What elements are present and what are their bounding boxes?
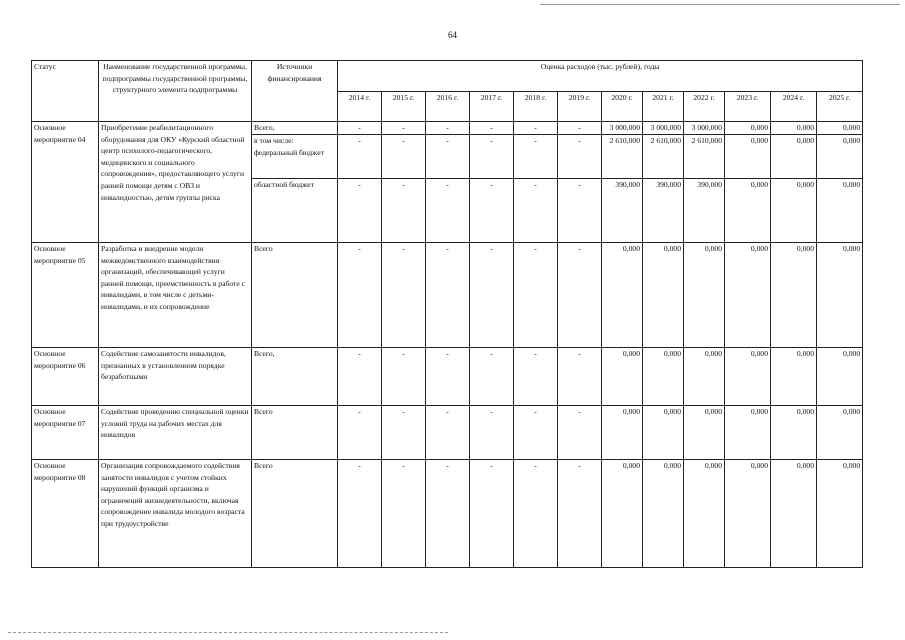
header-year: 2025 г. bbox=[817, 91, 863, 122]
value-cell: - bbox=[470, 135, 514, 179]
status-cell bbox=[32, 406, 99, 460]
table-row bbox=[32, 406, 863, 460]
header-estimate: Оценка расходов (тыс. рублей), годы bbox=[338, 61, 863, 92]
value-cell: - bbox=[558, 348, 602, 406]
value-cell: 0,000 bbox=[817, 243, 863, 348]
budget-table bbox=[31, 60, 863, 568]
table-row bbox=[32, 348, 863, 406]
funding-source-cell: областной бюджет bbox=[252, 179, 338, 243]
value-cell: - bbox=[470, 122, 514, 135]
funding-source-cell: в том числе: федеральный бюджет bbox=[252, 135, 338, 179]
value-cell: 0,000 bbox=[643, 406, 684, 460]
value-cell: - bbox=[558, 460, 602, 568]
value-cell: - bbox=[426, 243, 470, 348]
value-cell: - bbox=[382, 243, 426, 348]
value-cell: 0,000 bbox=[725, 243, 771, 348]
value-cell: - bbox=[338, 179, 382, 243]
value-cell: 0,000 bbox=[602, 348, 643, 406]
value-cell: 0,000 bbox=[817, 460, 863, 568]
status-cell bbox=[32, 122, 99, 243]
value-cell: 0,000 bbox=[771, 406, 817, 460]
value-cell: 0,000 bbox=[771, 348, 817, 406]
table-row bbox=[32, 243, 863, 348]
header-year: 2020 г. bbox=[602, 91, 643, 122]
header-status: Статус bbox=[32, 61, 99, 122]
value-cell: - bbox=[514, 348, 558, 406]
value-cell: - bbox=[514, 135, 558, 179]
value-cell: - bbox=[382, 135, 426, 179]
value-cell: - bbox=[558, 243, 602, 348]
status-cell bbox=[32, 460, 99, 568]
header-year: 2015 г. bbox=[382, 91, 426, 122]
status-text: мероприятие 05 bbox=[34, 255, 86, 265]
value-cell: 0,000 bbox=[725, 406, 771, 460]
value-cell: 0,000 bbox=[602, 406, 643, 460]
funding-source-cell: Всего bbox=[252, 406, 338, 460]
header-year: 2023 г. bbox=[725, 91, 771, 122]
value-cell: - bbox=[514, 243, 558, 348]
measure-name-cell: Приобретение реабилитационного оборудования для ОКУ «Курский областной центр психолого-педагогического, медицинского и социального сопровождения», предоставляющего услуги ранней помощи детям с ОВЗ и инвалидностью, детям группы риска bbox=[99, 122, 252, 243]
measure-name-cell: Содействие самозанятости инвалидов, признанных в установленном порядке безработными bbox=[99, 348, 252, 406]
value-cell: - bbox=[558, 135, 602, 179]
funding-source-cell: Всего bbox=[252, 243, 338, 348]
value-cell: 0,000 bbox=[771, 460, 817, 568]
funding-source-cell: Всего, bbox=[252, 348, 338, 406]
header-year: 2022 г. bbox=[684, 91, 725, 122]
value-cell: - bbox=[426, 135, 470, 179]
value-cell: - bbox=[338, 460, 382, 568]
value-cell: 3 000,000 bbox=[643, 122, 684, 135]
status-cell bbox=[32, 348, 99, 406]
value-cell: 0,000 bbox=[817, 179, 863, 243]
value-cell: - bbox=[470, 179, 514, 243]
value-cell: 3 000,000 bbox=[684, 122, 725, 135]
status-cell bbox=[32, 243, 99, 348]
status-text: мероприятие 06 bbox=[34, 360, 86, 370]
status-text: Основное bbox=[34, 461, 66, 470]
value-cell: 0,000 bbox=[771, 122, 817, 135]
measure-name-cell: Организация сопровождаемого содействия занятости инвалидов с учетом стойких нарушений функций организма и ограничений жизнедеятельности, включая сопровождение инвалида молодого возраста при трудоустройстве bbox=[99, 460, 252, 568]
value-cell: 0,000 bbox=[771, 179, 817, 243]
value-cell: 2 610,000 bbox=[643, 135, 684, 179]
value-cell: 0,000 bbox=[771, 243, 817, 348]
header-source: Источники финансирования bbox=[252, 61, 338, 122]
value-cell: - bbox=[426, 179, 470, 243]
status-text: Основное bbox=[34, 349, 66, 358]
value-cell: 0,000 bbox=[602, 460, 643, 568]
top-rule bbox=[540, 4, 900, 5]
status-text: мероприятие 04 bbox=[34, 134, 86, 144]
value-cell: 0,000 bbox=[817, 348, 863, 406]
value-cell: 0,000 bbox=[643, 348, 684, 406]
value-cell: 0,000 bbox=[817, 135, 863, 179]
value-cell: 0,000 bbox=[725, 179, 771, 243]
value-cell: - bbox=[470, 348, 514, 406]
value-cell: 0,000 bbox=[817, 122, 863, 135]
value-cell: - bbox=[470, 460, 514, 568]
value-cell: - bbox=[426, 348, 470, 406]
value-cell: - bbox=[558, 179, 602, 243]
value-cell: 0,000 bbox=[725, 135, 771, 179]
header-year: 2018 г. bbox=[514, 91, 558, 122]
status-text: Основное bbox=[34, 407, 66, 416]
header-year: 2021 г. bbox=[643, 91, 684, 122]
page-number: 64 bbox=[448, 30, 457, 40]
value-cell: - bbox=[338, 135, 382, 179]
value-cell: 0,000 bbox=[643, 243, 684, 348]
header-year: 2016 г. bbox=[426, 91, 470, 122]
value-cell: - bbox=[426, 460, 470, 568]
value-cell: 0,000 bbox=[725, 122, 771, 135]
funding-source-cell: Всего, bbox=[252, 122, 338, 135]
value-cell: 0,000 bbox=[643, 460, 684, 568]
value-cell: 0,000 bbox=[684, 348, 725, 406]
value-cell: 0,000 bbox=[725, 348, 771, 406]
table-body bbox=[32, 122, 863, 568]
value-cell: 0,000 bbox=[602, 243, 643, 348]
header-year: 2017 г. bbox=[470, 91, 514, 122]
value-cell: - bbox=[338, 406, 382, 460]
value-cell: - bbox=[338, 243, 382, 348]
value-cell: - bbox=[382, 460, 426, 568]
measure-name-cell: Содействие проведению специальной оценки условий труда на рабочих местах для инвалидов bbox=[99, 406, 252, 460]
value-cell: - bbox=[338, 122, 382, 135]
value-cell: - bbox=[426, 122, 470, 135]
value-cell: 0,000 bbox=[817, 406, 863, 460]
measure-name-cell: Разработка и внедрение модели межведомственного взаимодействия организаций, обеспечивающей услуги ранней помощи, преемственность в работе с инвалидами, в том числе с детьми-инвалидами, и их сопровождение bbox=[99, 243, 252, 348]
value-cell: - bbox=[338, 348, 382, 406]
value-cell: 3 000,000 bbox=[602, 122, 643, 135]
table-row bbox=[32, 122, 863, 135]
value-cell: 0,000 bbox=[684, 406, 725, 460]
header-year: 2014 г. bbox=[338, 91, 382, 122]
value-cell: 0,000 bbox=[771, 135, 817, 179]
value-cell: 2 610,000 bbox=[602, 135, 643, 179]
value-cell: - bbox=[514, 122, 558, 135]
header-row bbox=[32, 61, 863, 92]
value-cell: 2 610,000 bbox=[684, 135, 725, 179]
value-cell: 0,000 bbox=[725, 460, 771, 568]
value-cell: - bbox=[470, 406, 514, 460]
value-cell: - bbox=[382, 179, 426, 243]
status-text: мероприятие 08 bbox=[34, 472, 86, 482]
header-year: 2019 г. bbox=[558, 91, 602, 122]
status-text: мероприятие 07 bbox=[34, 418, 86, 428]
value-cell: 390,000 bbox=[684, 179, 725, 243]
value-cell: - bbox=[382, 122, 426, 135]
funding-source-cell: Всего bbox=[252, 460, 338, 568]
value-cell: 390,000 bbox=[602, 179, 643, 243]
value-cell: 0,000 bbox=[684, 243, 725, 348]
bottom-rule bbox=[8, 632, 448, 633]
value-cell: - bbox=[558, 406, 602, 460]
value-cell: - bbox=[514, 460, 558, 568]
status-text: Основное bbox=[34, 123, 66, 132]
header-year: 2024 г. bbox=[771, 91, 817, 122]
header-name: Наименование государственной программы, подпрограммы государственной программы, структурного элемента подпрограммы bbox=[99, 61, 252, 122]
value-cell: - bbox=[514, 406, 558, 460]
value-cell: 390,000 bbox=[643, 179, 684, 243]
status-text: Основное bbox=[34, 244, 66, 253]
value-cell: - bbox=[558, 122, 602, 135]
value-cell: - bbox=[382, 348, 426, 406]
value-cell: - bbox=[382, 406, 426, 460]
value-cell: 0,000 bbox=[684, 460, 725, 568]
value-cell: - bbox=[514, 179, 558, 243]
value-cell: - bbox=[470, 243, 514, 348]
value-cell: - bbox=[426, 406, 470, 460]
table-row bbox=[32, 460, 863, 568]
